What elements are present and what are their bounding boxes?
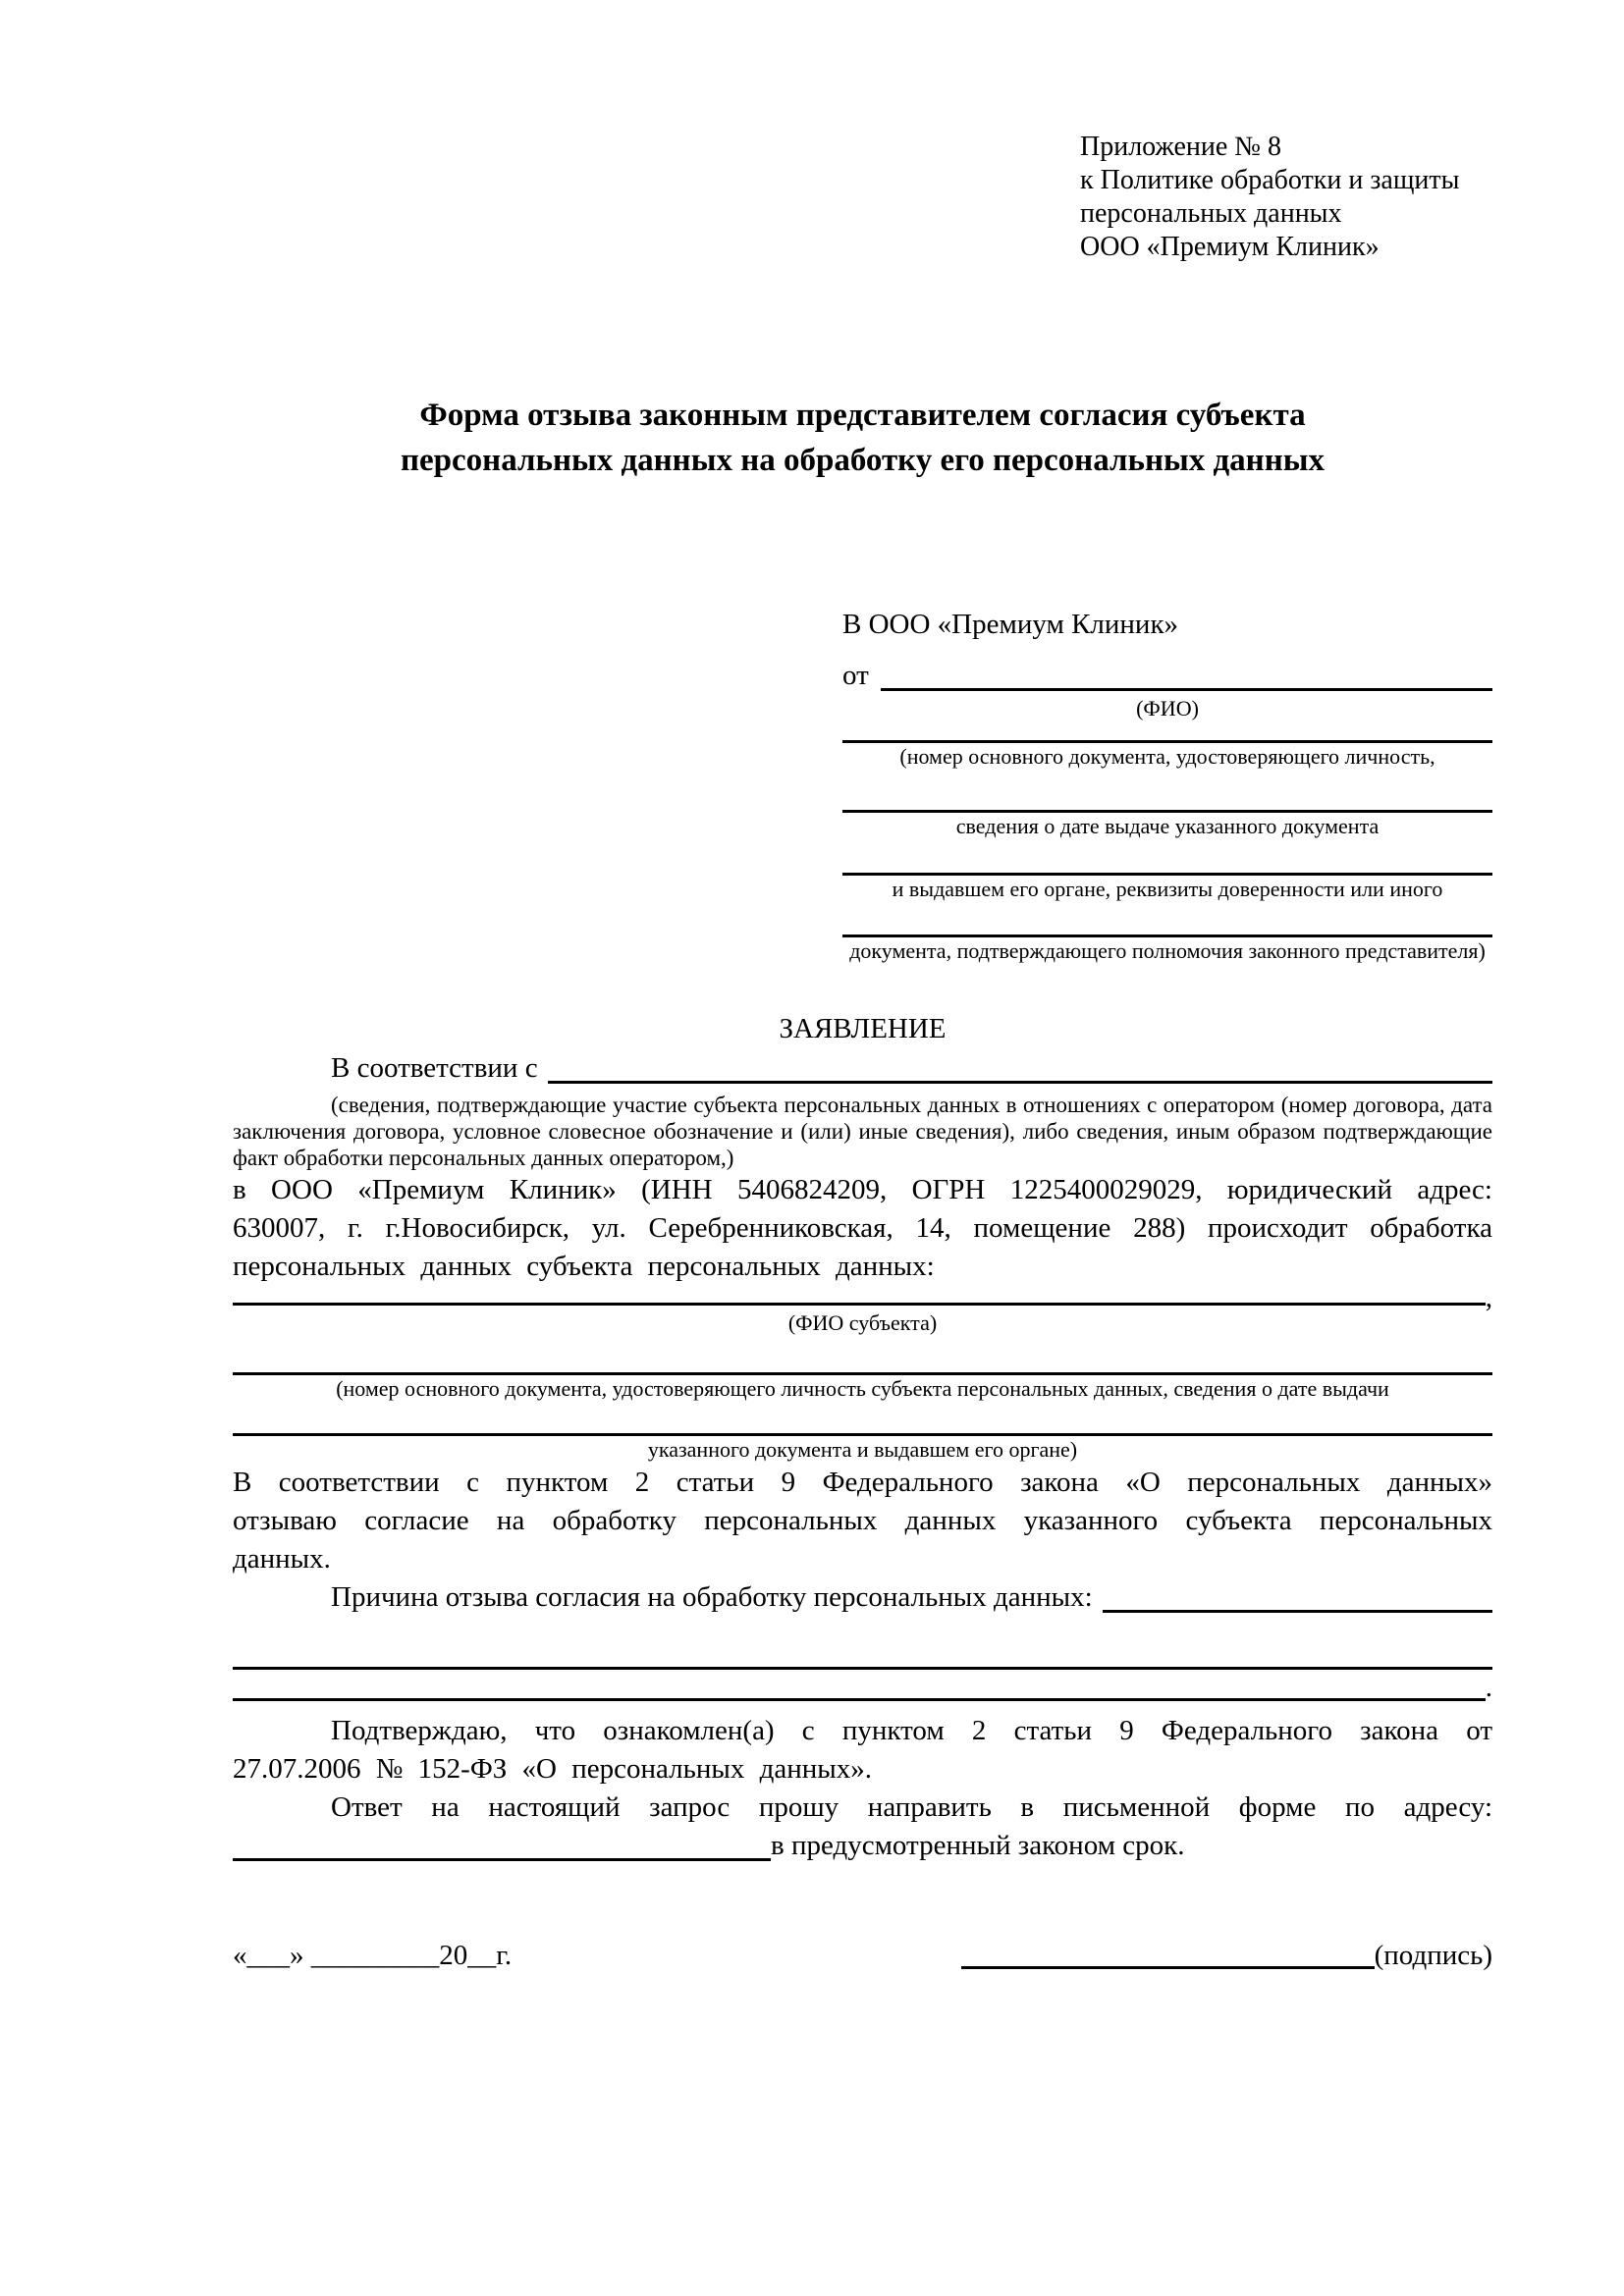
acknowledgement-paragraph: Подтверждаю, что ознакомлен(а) с пунктом 2 статьи 9 Федерального закона от 27.07.2006 № 152-ФЗ «О персональных данных».	[233, 1715, 1492, 1785]
reason-row	[233, 1578, 1492, 1617]
date-field[interactable]: «___» _________20__г.	[233, 1940, 513, 1971]
signature-block	[961, 1936, 1492, 1975]
footer-row	[233, 1936, 1492, 1975]
appendix-header-line: ООО «Премиум Клиник»	[1080, 232, 1380, 262]
addressee-organization: В ООО «Премиум Клиник»	[842, 609, 1179, 640]
subject-fio-caption: (ФИО субъекта)	[787, 1310, 938, 1335]
form-title-line: Форма отзыва законным представителем согласия субъекта	[419, 398, 1306, 433]
signature-caption: (подпись)	[1374, 1940, 1492, 1971]
reply-address-row	[233, 1827, 1492, 1865]
reason-extra-line-2[interactable]	[233, 1698, 1486, 1701]
document-content	[233, 0, 1492, 1975]
subject-doc-caption-1: (номер основного документа, удостоверяющего личность субъекта персональных данных, сведения о дате выдачи	[336, 1376, 1389, 1401]
applicant-doc-line[interactable]	[842, 840, 1492, 876]
applicant-doc-line[interactable]	[842, 903, 1492, 937]
appendix-header-line: к Политике обработки и защиты	[1080, 165, 1460, 195]
period: .	[1485, 1672, 1492, 1703]
comma: ,	[1485, 1282, 1492, 1313]
basis-line[interactable]	[548, 1048, 1492, 1084]
applicant-doc-line[interactable]	[842, 771, 1492, 813]
statement-intro-label: В соответствии с	[331, 1052, 538, 1084]
reason-line[interactable]	[1103, 1578, 1492, 1613]
withdrawal-paragraph: В соответствии с пунктом 2 статьи 9 Федерального закона «О персональных данных» отзываю согласие на обработку персональных данных указанного субъекта персональных данных.	[233, 1467, 1492, 1575]
basis-caption: (сведения, подтверждающие участие субъекта персональных данных в отношениях с оператором (номер договора, дата заключения договора, условное словесное обозначение и (или) иные сведения), либо сведения, иным образом подтверждающие факт обработки персональных данных оператором,)	[233, 1093, 1492, 1170]
from-label: от	[842, 660, 869, 691]
appendix-header	[1080, 131, 1492, 264]
reason-extra-row	[233, 1670, 1492, 1705]
signature-line[interactable]	[961, 1966, 1375, 1969]
subject-doc-caption-2: указанного документа и выдавшем его органе)	[647, 1437, 1078, 1462]
applicant-doc-caption: и выдавшем его органе, реквизиты доверенности или иного	[892, 877, 1443, 901]
applicant-doc-line[interactable]	[842, 722, 1492, 743]
applicant-doc-caption: документа, подтверждающего полномочия законного представителя)	[849, 938, 1486, 963]
form-title-line: персональных данных на обработку его персональных данных	[401, 443, 1325, 478]
subject-fio-row	[233, 1282, 1492, 1313]
applicant-doc-caption: сведения о дате выдаче указанного документа	[955, 814, 1380, 838]
statement-heading: ЗАЯВЛЕНИЕ	[779, 1013, 947, 1044]
subject-fio-line[interactable]	[233, 1303, 1486, 1306]
applicant-doc-caption: (номер основного документа, удостоверяющего личность,	[899, 744, 1435, 769]
reply-suffix: в предусмотренный законом срок.	[771, 1830, 1185, 1861]
form-title	[233, 393, 1492, 483]
reply-address-line[interactable]	[233, 1827, 771, 1861]
statement-intro-row	[233, 1048, 1492, 1088]
appendix-header-line: персональных данных	[1080, 198, 1342, 229]
appendix-header-line: Приложение № 8	[1080, 132, 1281, 162]
applicant-name-line[interactable]	[881, 656, 1492, 691]
addressee-block	[842, 605, 1492, 965]
fio-caption: (ФИО)	[1136, 696, 1199, 721]
reason-extra-line-1[interactable]	[233, 1617, 1492, 1670]
operator-paragraph: в ООО «Премиум Клиник» (ИНН 5406824209, ОГРН 1225400029029, юридический адрес: 630007, г. г.Новосибирск, ул. Серебренниковская, 14, помещение 288) происходит обработка персональных данных субъекта персональных данных:	[233, 1174, 1492, 1282]
subject-doc-line[interactable]	[233, 1403, 1492, 1436]
reply-address-paragraph: Ответ на настоящий запрос прошу направить в письменной форме по адресу:	[331, 1791, 1492, 1823]
applicant-from-row	[842, 656, 1492, 695]
reason-label: Причина отзыва согласия на обработку персональных данных:	[331, 1581, 1093, 1613]
subject-doc-line[interactable]	[233, 1337, 1492, 1375]
